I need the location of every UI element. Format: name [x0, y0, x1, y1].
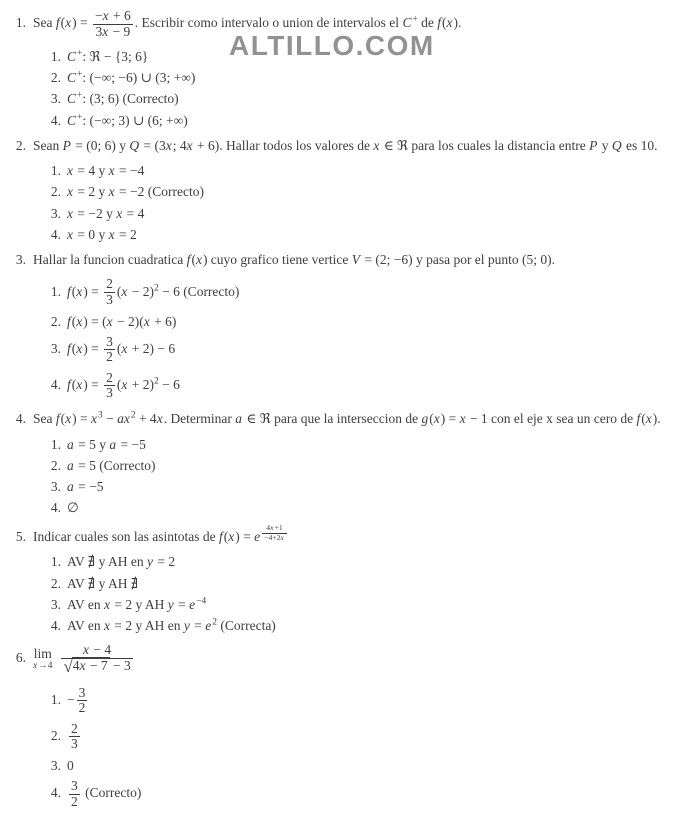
- fraction: $\frac{2}{3}$: [106, 369, 113, 401]
- option-number: 3.: [50, 757, 61, 773]
- option: [46, 313, 696, 330]
- option: [46, 334, 696, 366]
- fraction: $\frac{3}{2}$: [78, 684, 86, 716]
- option-number: 4.: [50, 617, 61, 633]
- option-number: 4.: [50, 785, 61, 801]
- option-number: 2.: [50, 457, 61, 473]
- option-text: C+: ℜ − {3; 6}: [67, 48, 149, 65]
- option-number: 3.: [50, 91, 61, 107]
- question: [7, 8, 696, 129]
- question: [7, 642, 696, 810]
- option-number: 1.: [50, 49, 61, 65]
- option-number: 2.: [50, 575, 61, 591]
- option-text: a = −5: [67, 478, 104, 494]
- question: [7, 410, 696, 516]
- options-list: [46, 162, 696, 243]
- option-text: f(x) = $\frac{3}{2}$ (x + 2) − 6: [67, 333, 176, 365]
- option-text: [67, 720, 82, 752]
- option: [46, 478, 696, 495]
- option-text: $\frac{3}{2}$ (Correcto): [71, 777, 142, 809]
- fraction: 4x+1 −4+2x: [262, 524, 287, 542]
- option-number: 2.: [50, 313, 61, 329]
- fraction: $\frac{2}{3}$: [71, 720, 78, 752]
- option-number: 1.: [50, 163, 61, 179]
- option: [46, 112, 696, 129]
- option: [46, 685, 696, 717]
- option-text: x = 2 y x = −2 (Correcto): [67, 184, 204, 200]
- option: [46, 575, 696, 592]
- question-prompt: Sea $f(x) = x^3 - ax^2 + 4x$. Determinar a ∈ ℜ para que la interseccion de g(x) = x − 1 con el eje x sea un cero de f(x).: [33, 410, 661, 426]
- option: [46, 226, 696, 243]
- fraction: $\frac{x - 4}{√4x - 7 - 3}$: [63, 642, 131, 676]
- option-number: 1.: [50, 554, 61, 570]
- question-prompt: [33, 642, 135, 676]
- option: [46, 183, 696, 200]
- question-number: 2.: [15, 137, 26, 153]
- options-list: [46, 685, 696, 811]
- option-number: 4.: [50, 499, 61, 515]
- question: [7, 251, 696, 402]
- fraction: $\frac{3}{2}$: [106, 333, 113, 365]
- watermark: ALTILLO.COM: [229, 30, 435, 61]
- option-number: 4.: [50, 377, 61, 392]
- option-text: a = 5 (Correcto): [67, 457, 156, 473]
- option-text: C+: (−∞; −6) ∪ (3; +∞): [67, 69, 196, 86]
- option: [46, 436, 696, 453]
- option-number: 1.: [50, 283, 61, 299]
- option: [46, 370, 696, 402]
- option-text: f(x) = $\frac{2}{3}$ $(x + 2)^2 - 6$: [67, 369, 180, 401]
- option: [46, 205, 696, 222]
- option: [46, 90, 696, 107]
- option-number: 3.: [50, 205, 61, 221]
- limit-operator: lim x→4: [33, 645, 53, 671]
- option: [46, 721, 696, 753]
- option-text: 0: [67, 757, 74, 773]
- option-number: 1.: [50, 436, 61, 452]
- question-prompt: Indicar cuales son las asintotas de f(x) = e $^{\frac{4x+1}{-4+2x}}$: [33, 529, 288, 544]
- option-number: 2.: [50, 70, 61, 86]
- option-text: ∅: [67, 499, 79, 515]
- option-text: AV en x = 2 y AH en $y = e^2$ (Correcta): [67, 617, 276, 633]
- option-number: 3.: [50, 478, 61, 494]
- question-line: [7, 524, 696, 545]
- option: [46, 617, 696, 634]
- option-number: 1.: [50, 691, 61, 707]
- option-number: 3.: [50, 596, 61, 612]
- option-text: AV ∄ y AH en y = 2: [67, 554, 176, 570]
- option-text: x = 4 y x = −4: [67, 163, 145, 179]
- question-line: [7, 642, 696, 676]
- option-text: AV en x = 2 y AH $y = e^{-4}$: [67, 596, 207, 612]
- question-number: 6.: [15, 650, 26, 666]
- question-line: [7, 251, 696, 269]
- option-number: 2.: [50, 727, 61, 743]
- question-number: 5.: [15, 528, 26, 544]
- question-number: 1.: [15, 15, 26, 31]
- question: [7, 524, 696, 634]
- option: [46, 499, 696, 516]
- option: [46, 457, 696, 474]
- question-number: 3.: [15, 251, 26, 267]
- option-number: 2.: [50, 184, 61, 200]
- option-text: AV ∄ y AH ∄: [67, 575, 139, 591]
- option-text: x = −2 y x = 4: [67, 205, 145, 221]
- options-list: [46, 553, 696, 634]
- option-text: x = 0 y x = 2: [67, 226, 137, 242]
- question-line: [7, 137, 696, 155]
- option: [46, 778, 696, 810]
- option-text: C+: (−∞; 3) ∪ (6; +∞): [67, 112, 188, 128]
- fraction: $\frac{3}{2}$: [71, 777, 78, 809]
- fraction: $\frac{2}{3}$: [106, 276, 113, 307]
- option: [46, 276, 696, 308]
- option-number: 3.: [50, 340, 61, 356]
- option-text: C+: (3; 6) (Correcto): [67, 90, 179, 107]
- option-text: − $\frac{3}{2}$: [67, 684, 86, 716]
- question-line: [7, 410, 696, 428]
- option-text: f(x) = $\frac{2}{3}$ $(x - 2)^2 - 6$ (Correcto): [67, 276, 240, 307]
- fraction: $\frac{-x + 6}{3x - 9}$: [95, 8, 131, 39]
- options-list: [46, 436, 696, 517]
- option-number: 4.: [50, 226, 61, 242]
- option: [46, 596, 696, 613]
- option: [46, 69, 696, 86]
- option-number: 4.: [50, 112, 61, 128]
- option-text: a = 5 y a = −5: [67, 436, 146, 452]
- question-list: [7, 8, 696, 810]
- option: [46, 553, 696, 570]
- options-list: [46, 276, 696, 402]
- option: [46, 757, 696, 774]
- question-number: 4.: [15, 410, 26, 426]
- question-prompt: Hallar la funcion cuadratica f(x) cuyo grafico tiene vertice V = (2; −6) y pasa por el punto (5; 0).: [33, 251, 556, 267]
- question: [7, 137, 696, 243]
- question-prompt: Sean P = (0; 6) y Q = (3x; 4x + 6). Hallar todos los valores de x ∈ ℜ para los cuales la distancia entre P y Q es 10.: [33, 137, 658, 153]
- question-prompt: Sea f(x) = $\frac{-x + 6}{3x - 9}$ . Escribir como intervalo o union de intervalos el C+ de f(x).: [33, 8, 462, 39]
- sqrt-radical: √4x − 7: [63, 656, 108, 676]
- option: [46, 162, 696, 179]
- option-text: f(x) = (x − 2)(x + 6): [67, 313, 177, 329]
